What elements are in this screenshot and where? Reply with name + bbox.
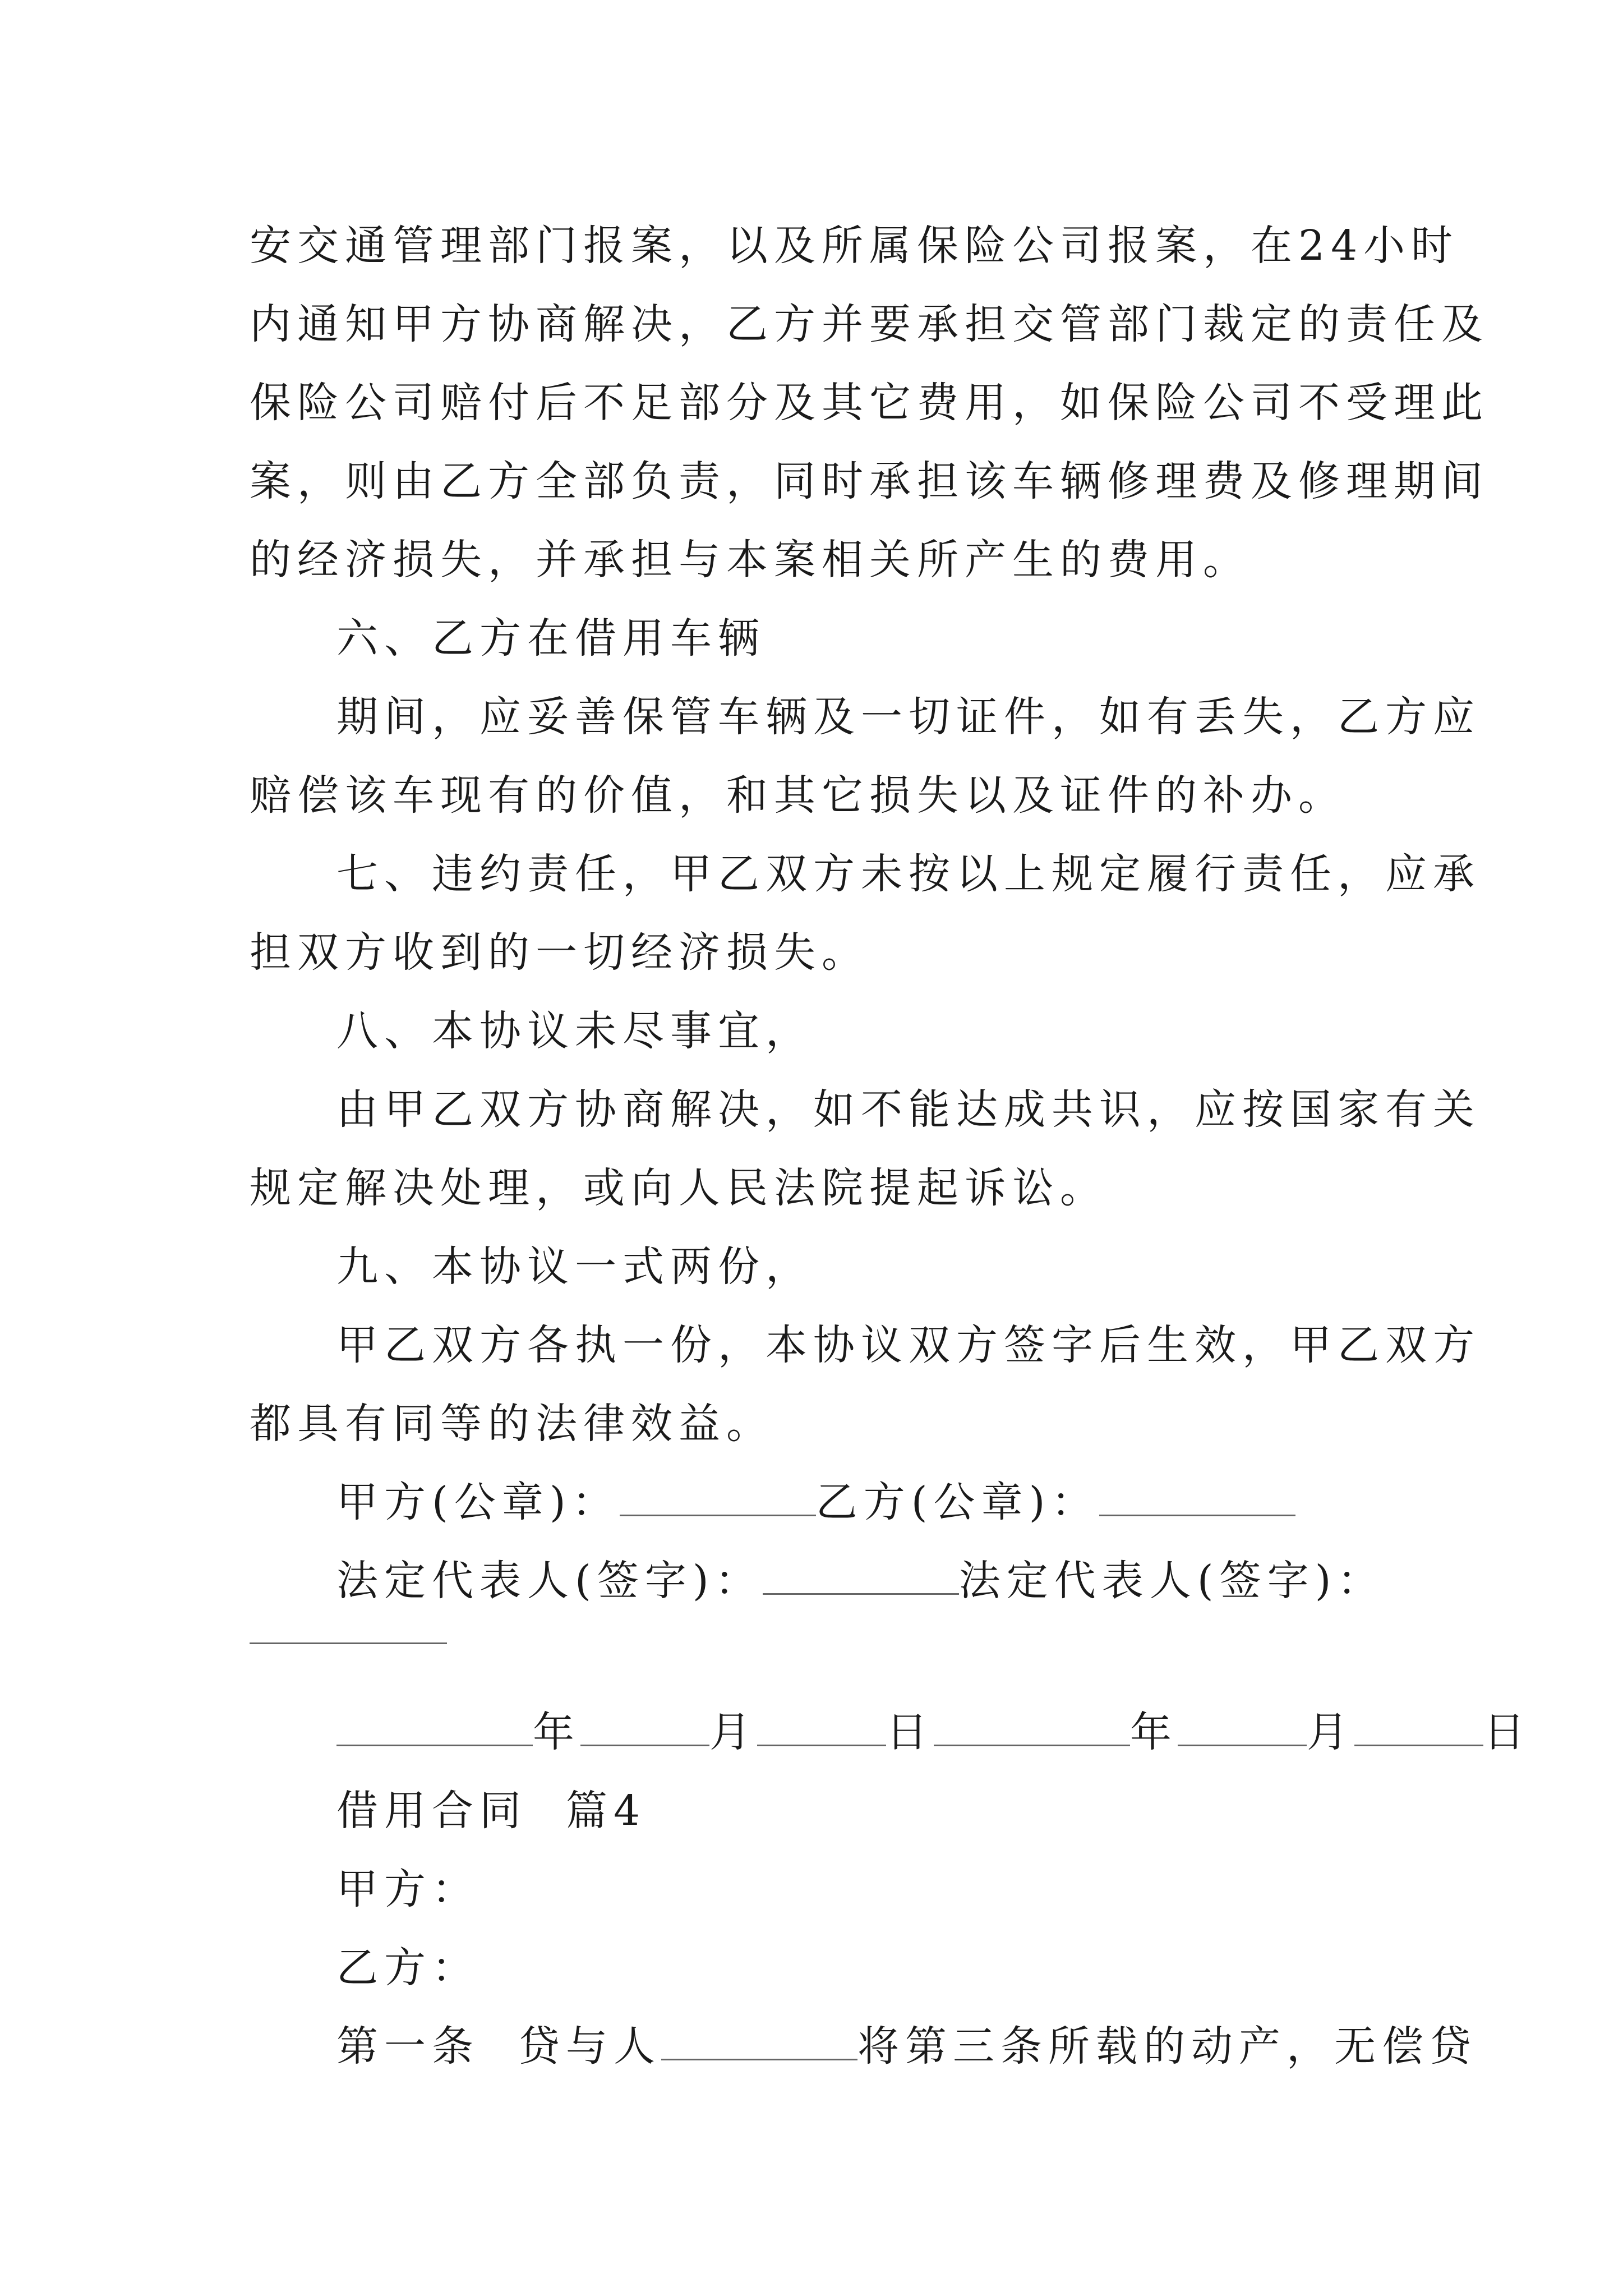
paragraph-line: 的经济损失，并承担与本案相关所产生的费用。 (250, 536, 1251, 584)
year-label: 年 (533, 1708, 580, 1756)
day-blank-a (757, 1710, 886, 1746)
legal-rep-a-label: 法定代表人(签字)： (336, 1557, 763, 1605)
clause-heading-6: 六、乙方在借用车辆 (336, 614, 766, 662)
month-blank-a (580, 1710, 709, 1746)
party-b-seal-blank (1099, 1480, 1295, 1516)
paragraph-line: 规定解决处理，或向人民法院提起诉讼。 (250, 1164, 1108, 1212)
article-1-suffix: 将第三条所载的动产，无偿贷 (857, 2022, 1478, 2070)
legal-rep-b-label: 法定代表人(签字)： (958, 1557, 1385, 1605)
paragraph-line: 案，则由乙方全部负责，同时承担该车辆修理费及修理期间 (250, 457, 1489, 505)
month-label: 月 (1307, 1708, 1354, 1756)
paragraph-line: 内通知甲方协商解决，乙方并要承担交管部门裁定的责任及 (250, 300, 1489, 348)
year-label: 年 (1130, 1708, 1178, 1756)
clause-heading-8: 八、本协议未尽事宜， (336, 1007, 813, 1055)
day-blank-b (1354, 1710, 1483, 1746)
paragraph-line: 担双方收到的一切经济损失。 (250, 928, 869, 977)
paragraph-line: 期间，应妥善保管车辆及一切证件，如有丢失，乙方应 (336, 693, 1481, 741)
legal-rep-b-blank (250, 1642, 447, 1644)
paragraph-line: 甲乙双方各执一份，本协议双方签字后生效，甲乙双方 (336, 1321, 1481, 1369)
paragraph-line: 赔偿该车现有的价值，和其它损失以及证件的补办。 (250, 771, 1346, 820)
legal-rep-a-blank (763, 1558, 959, 1595)
party-a-label: 甲方： (336, 1865, 479, 1913)
paragraph-line: 保险公司赔付后不足部分及其它费用，如保险公司不受理此 (250, 379, 1489, 427)
paragraph-line: 安交通管理部门报案，以及所属保险公司报案，在24小时 (250, 222, 1459, 270)
paragraph-line: 由甲乙双方协商解决，如不能达成共识，应按国家有关 (336, 1085, 1481, 1134)
date-line (336, 1704, 1531, 1760)
paragraph-line: 都具有同等的法律效益。 (250, 1400, 774, 1448)
legal-rep-line (336, 1553, 1385, 1609)
month-label: 月 (709, 1708, 757, 1756)
year-blank-a (336, 1710, 533, 1746)
year-blank-b (934, 1710, 1130, 1746)
clause-7: 七、违约责任，甲乙双方未按以上规定履行责任，应承 (336, 850, 1481, 898)
day-label: 日 (886, 1708, 934, 1756)
article-1 (336, 2018, 1477, 2074)
section-title: 借用合同 篇4 (336, 1787, 647, 1835)
article-1-prefix: 第一条 贷与人 (336, 2022, 662, 2070)
seal-line (336, 1474, 1295, 1530)
clause-heading-9: 九、本协议一式两份， (336, 1243, 813, 1291)
day-label: 日 (1483, 1708, 1531, 1756)
lender-blank (661, 2024, 857, 2060)
party-a-seal-label: 甲方(公章)： (336, 1478, 620, 1526)
party-a-seal-blank (620, 1480, 816, 1516)
month-blank-b (1178, 1710, 1307, 1746)
party-b-seal-label: 乙方(公章)： (815, 1478, 1099, 1526)
party-b-label: 乙方： (336, 1944, 479, 1992)
